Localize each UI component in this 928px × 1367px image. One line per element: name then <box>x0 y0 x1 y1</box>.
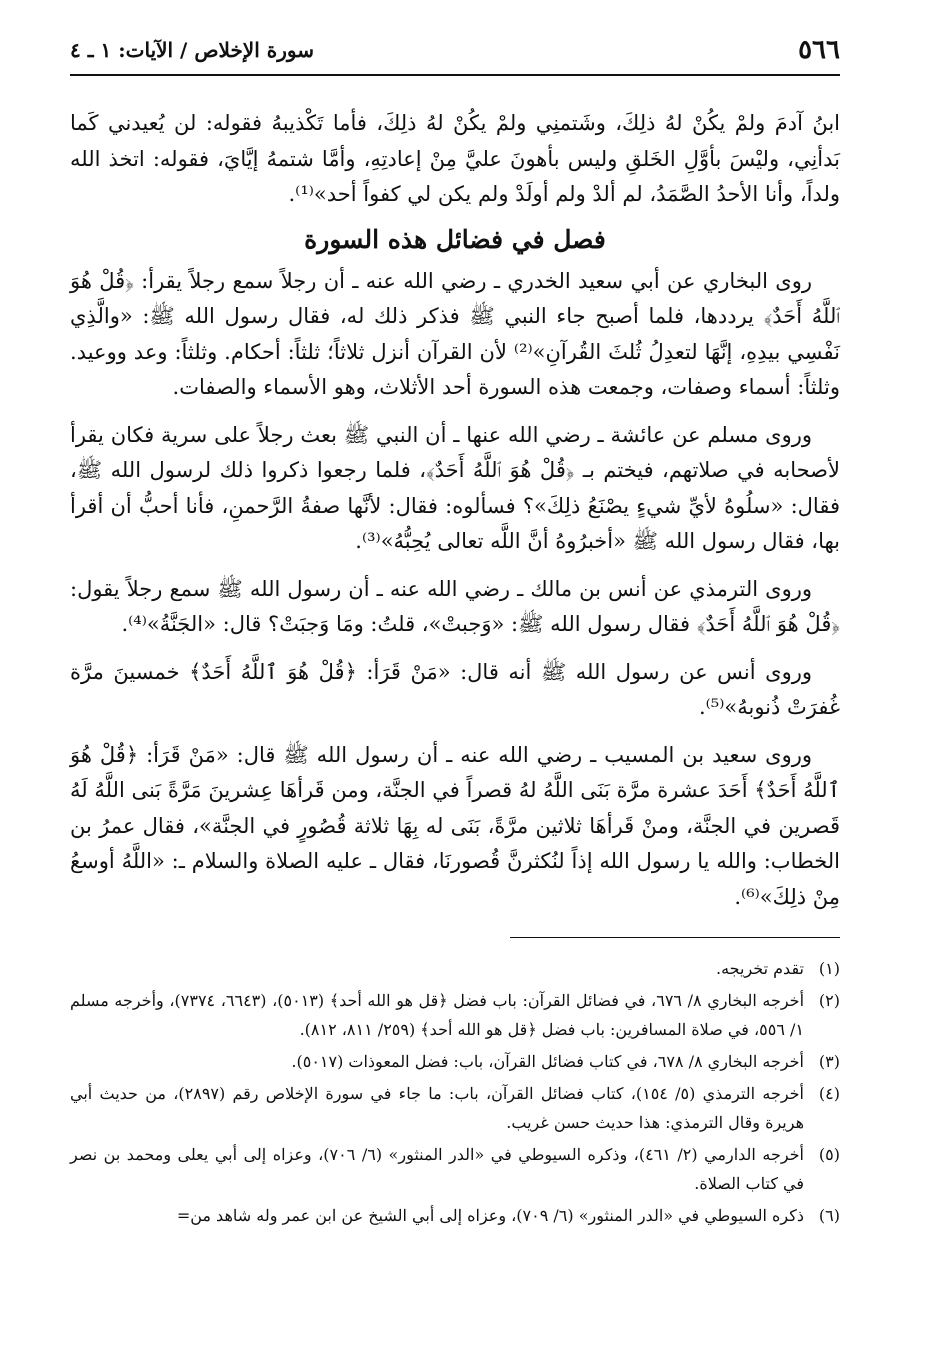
paragraph-bukhari: روى البخاري عن أبي سعيد الخدري ـ رضي الله عنه ـ أن رجلاً سمع رجلاً يقرأ: ﴿قُلْ هُوَ ٱللَّهُ أَحَدٌ﴾ يرددها، فلما أصبح جاء النبي ﷺ فذكر ذلك له، فقال رسول الله ﷺ: «والَّذِي نَفْسِي بيدِهِ، إنَّهَا لتعدِلُ ثُلثَ القُرآنِ»⁽²⁾ لأن القرآن أنزل ثلاثاً؛ ثلثاً: أحكام. وثلثاً: وعد ووعيد. وثلثاً: أسماء وصفات، وجمعت هذه السورة أحد الأثلاث، وهو الأسماء والصفات. <box>70 268 840 399</box>
paragraph-anas: وروى أنس عن رسول الله ﷺ أنه قال: «مَنْ قَرَأ: ﴿قُلْ هُوَ ٱللَّهُ أَحَدٌ﴾ خمسينَ مرَّة غُفرَتْ ذُنوبهُ»⁽⁵⁾. <box>70 659 840 719</box>
footnote-text: أخرجه البخاري ٨/ ٦٧٦، في فضائل القرآن: باب فضل ﴿قل هو الله أحد﴾ (٥٠١٣)، (٦٦٤٣، ٧٣٧٤)، وأخرجه مسلم ١/ ٥٥٦، في صلاة المسافرين: باب فضل ﴿قل هو الله أحد﴾ (٢٥٩/ ٨١١، ٨١٢). <box>70 991 805 1039</box>
footnote-number: (٥) <box>818 1145 840 1164</box>
paragraph-muslim: وروى مسلم عن عائشة ـ رضي الله عنها ـ أن النبي ﷺ بعث رجلاً على سرية فكان يقرأ لأصحابه في صلاتهم، فيختم بـ ﴿قُلْ هُوَ ٱللَّهُ أَحَدٌ﴾، فلما رجعوا ذكروا ذلك لرسول الله ﷺ، فقال: «سلُوهُ لأيِّ شيءٍ يصْنَعُ ذلِكَ»؟ فسألوه: فقال: لأنَّها صفةُ الرَّحمنِ، فأنا أحبُّ أن أقرأ بها، فقال رسول الله ﷺ «أخبرُوهُ أنَّ اللَّه تعالى يُحِبُّهُ»⁽³⁾. <box>70 422 840 553</box>
section-heading: فصل في فضائل هذه السورة <box>304 224 606 254</box>
footnote <box>70 1047 840 1076</box>
footnote-separator <box>510 937 840 938</box>
footnotes <box>70 954 840 1230</box>
footnote-text: تقدم تخريجه. <box>716 959 804 978</box>
footnote-number: (٢) <box>818 991 840 1010</box>
chapter-title: سورة الإخلاص / الآيات: ١ ـ ٤ <box>70 38 314 62</box>
footnote <box>70 1201 840 1230</box>
footnote <box>70 986 840 1044</box>
page-number: ٥٦٦ <box>798 35 840 65</box>
footnote <box>70 1079 840 1137</box>
footnote <box>70 954 840 983</box>
footnote-number: (٣) <box>818 1052 840 1071</box>
footnote-text: أخرجه الترمذي (٥/ ١٥٤)، كتاب فضائل القرآن، باب: ما جاء في سورة الإخلاص رقم (٢٨٩٧)، من حديث أبي هريرة وقال الترمذي: هذا حديث حسن غريب. <box>70 1084 805 1132</box>
footnote-text: ذكره السيوطي في «الدر المنثور» (٦/ ٧٠٩)، وعزاه إلى أبي الشيخ عن ابن عمر وله شاهد من= <box>176 1206 804 1225</box>
footnote-number: (٤) <box>818 1084 840 1103</box>
body-text <box>70 106 840 915</box>
footnote-number: (٦) <box>818 1206 840 1225</box>
book-page <box>70 26 840 1343</box>
footnote <box>70 1140 840 1198</box>
footnote-text: أخرجه البخاري ٨/ ٦٧٨، في كتاب فضائل القرآن، باب: فضل المعوذات (٥٠١٧). <box>291 1052 804 1071</box>
paragraph-said: وروى سعيد بن المسيب ـ رضي الله عنه ـ أن رسول الله ﷺ قال: «مَنْ قَرَأ: ﴿قُلْ هُوَ ٱللَّهُ أَحَدٌ﴾ أَحَدَ عشرة مرَّة بَنَى اللَّهُ لهُ قصراً في الجنَّة، ومن قَرأهَا عِشرينَ مَرَّةً بَنى اللَّهُ لَهُ قَصرين في الجنَّة، ومنْ قَرأهَا ثلاثين مرَّةً، بَنَى له بِهَا ثلاثة قُصُورٍ في الجنَّة»، فقال عمرُ بن الخطاب: والله يا رسول الله إذاً لنُكثرنَّ قُصورنَا، فقال ـ عليه الصلاة والسلام ـ: «اللَّهُ أوسعُ مِنْ ذلِكَ»⁽⁶⁾. <box>70 742 840 909</box>
intro-paragraph: ابنُ آدمَ ولمْ يكُنْ لهُ ذلِكَ، وشَتمنِي ولمْ يكُنْ لهُ ذلِكَ، فأما تَكْذيبهُ فقوله: لن يُعيدني كَما بَدأنِي، وليْسَ بأوَّلِ الخَلقِ وليس بأهونَ عليَّ مِنْ إعادتِهِ، وأمَّا شتمهُ إيَّايَ، فقوله: اتخذ الله ولداً، وأنا الأحدُ الصَّمَدُ، لم ألدْ ولم أولَدْ ولم يكن لي كفواً أحد»⁽¹⁾. <box>70 111 840 206</box>
footnote-text: أخرجه الدارمي (٢/ ٤٦١)، وذكره السيوطي في «الدر المنثور» (٦/ ٧٠٦)، وعزاه إلى أبي يعلى ومحمد بن نصر في كتاب الصلاة. <box>70 1145 804 1193</box>
footnote-number: (١) <box>818 959 840 978</box>
paragraph-tirmidhi: وروى الترمذي عن أنس بن مالك ـ رضي الله عنه ـ أن رسول الله ﷺ سمع رجلاً يقول: ﴿قُلْ هُوَ ٱللَّهُ أَحَدٌ﴾ فقال رسول الله ﷺ: «وَجبتْ»، قلتُ: ومَا وَجبَتْ؟ قال: «الجَنَّةُ»⁽⁴⁾. <box>70 576 840 636</box>
running-header <box>70 26 840 76</box>
